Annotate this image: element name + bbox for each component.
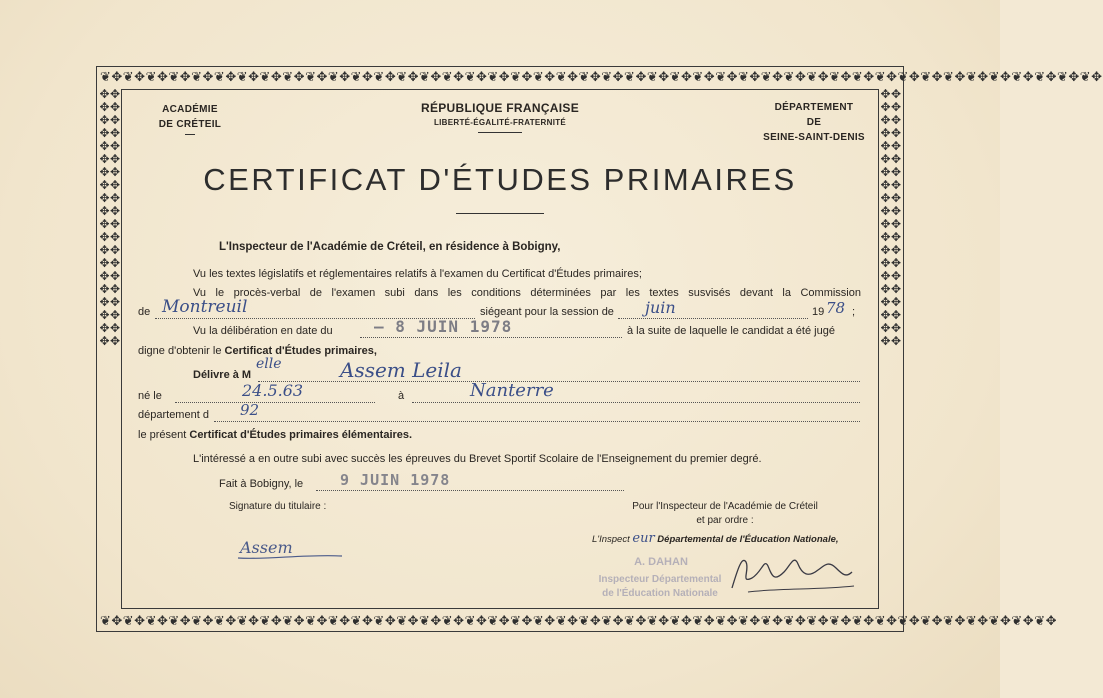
- year-suffix-handwritten: 78: [826, 299, 846, 317]
- inspecteur-title-line: [592, 531, 839, 546]
- ornament-band-right: ✥✥✥✥✥✥✥✥✥✥✥✥✥✥✥✥✥✥✥✥✥✥✥✥✥✥✥✥✥✥✥✥✥✥✥✥✥✥✥✥: [880, 87, 902, 348]
- stamp-line-2: Inspecteur Départemental: [598, 574, 722, 585]
- year-prefix: 19: [812, 306, 825, 318]
- recipient-name-handwritten: Assem Leila: [340, 358, 462, 382]
- vu-deliberation-end: à la suite de laquelle le candidat a été jugé: [627, 325, 835, 337]
- titulaire-label: Signature du titulaire :: [229, 501, 327, 512]
- departement-number-handwritten: 92: [240, 401, 260, 419]
- brevet-line: L'intéressé a en outre subi avec succès les épreuves du Brevet Sportif Scolaire de l'Enseignement du premier degré.: [193, 453, 762, 465]
- header-dash: [185, 134, 195, 135]
- birth-place-handwritten: Nanterre: [470, 380, 554, 401]
- a-label: à: [398, 390, 405, 402]
- deliberation-dotted-line: [360, 337, 622, 338]
- departement-label-line: département d: [138, 409, 209, 421]
- birthplace-dotted-line: [412, 402, 860, 403]
- header-academie: [140, 102, 240, 135]
- digne-start: digne d'obtenir le: [138, 345, 222, 357]
- republique-title: RÉPUBLIQUE FRANÇAISE: [420, 101, 579, 115]
- titulaire-signature-stroke: [236, 548, 346, 564]
- header-departement: [755, 100, 873, 145]
- par-ordre-line: et par ordre :: [696, 515, 754, 526]
- vu-textes-line: Vu les textes législatifs et réglementaires relatifs à l'examen du Certificat d'Études primaires;: [193, 268, 642, 280]
- departement-label: DÉPARTEMENT: [774, 102, 854, 113]
- inspector-line: L'Inspecteur de l'Académie de Créteil, en résidence à Bobigny,: [219, 241, 561, 253]
- ornament-band-top: ❦✥❦✥❦✥❦✥❦✥❦✥❦✥❦✥❦✥❦✥❦✥❦✥❦✥❦✥❦✥❦✥❦✥❦✥❦✥❦✥❦✥❦✥❦✥❦✥❦✥❦✥❦✥❦✥❦✥❦✥❦✥❦✥❦✥❦✥❦✥❦✥❦✥❦✥❦✥❦✥❦✥❦✥❦✥❦✥: [100, 69, 1103, 84]
- delivre-label: Délivre à M: [193, 369, 252, 381]
- de-prefix: de: [138, 306, 151, 318]
- fait-dotted-line: [316, 490, 624, 491]
- departement-de: DE: [806, 117, 822, 128]
- header-republique: [380, 101, 620, 133]
- title-underline: [456, 213, 544, 214]
- recipient-title-handwritten: elle: [256, 356, 282, 372]
- academie-label: ACADÉMIE: [162, 104, 218, 115]
- stamp-line-3: de l'Éducation Nationale: [602, 588, 718, 599]
- present-bold: Certificat d'Études primaires élémentaires.: [189, 429, 413, 441]
- academie-name: DE CRÉTEIL: [158, 119, 222, 130]
- departement-name: SEINE-SAINT-DENIS: [763, 132, 865, 143]
- inspect-suffix: Départemental de l'Éducation Nationale,: [657, 534, 839, 545]
- fait-date-stamp: 9 JUIN 1978: [340, 471, 451, 489]
- departement-dotted-line: [214, 421, 860, 422]
- stamp-name: A. DAHAN: [634, 556, 688, 568]
- semicolon: ;: [852, 306, 856, 318]
- vu-deliberation-start: Vu la délibération en date du: [193, 325, 333, 337]
- ornament-band-bottom: ❦✥❦✥❦✥❦✥❦✥❦✥❦✥❦✥❦✥❦✥❦✥❦✥❦✥❦✥❦✥❦✥❦✥❦✥❦✥❦✥❦✥❦✥❦✥❦✥❦✥❦✥❦✥❦✥❦✥❦✥❦✥❦✥❦✥❦✥❦✥❦✥❦✥❦✥❦✥❦✥❦✥❦✥: [100, 613, 1057, 628]
- birthdate-dotted-line: [175, 402, 375, 403]
- inspector-signature-icon: [728, 548, 858, 596]
- commission-place-handwritten: Montreuil: [162, 297, 248, 317]
- deliberation-date-stamp: – 8 JUIN 1978: [374, 317, 513, 336]
- fait-label: Fait à Bobigny, le: [219, 478, 304, 490]
- republique-motto: LIBERTÉ-ÉGALITÉ-FRATERNITÉ: [433, 118, 567, 127]
- ne-label: né le: [138, 390, 162, 402]
- session-label: siégeant pour la session de: [480, 306, 614, 318]
- inspect-prefix: L'Inspect: [592, 534, 630, 545]
- present-line: [138, 429, 412, 441]
- digne-bold: Certificat d'Études primaires,: [224, 345, 377, 357]
- ornament-band-left: ✥✥✥✥✥✥✥✥✥✥✥✥✥✥✥✥✥✥✥✥✥✥✥✥✥✥✥✥✥✥✥✥✥✥✥✥✥✥✥✥: [99, 87, 121, 348]
- present-start: le présent: [138, 429, 187, 441]
- birth-date-handwritten: 24.5.63: [242, 381, 304, 400]
- titulaire-signature: Assem: [240, 538, 293, 557]
- session-dotted-line: [618, 318, 808, 319]
- certificate-title: CERTIFICAT D'ÉTUDES PRIMAIRES: [203, 162, 797, 197]
- vu-proces-verbal-line: Vu le procès-verbal de l'examen subi dans les conditions déterminées par les textes susvisés devant la Commission: [193, 287, 861, 299]
- header-rule: [478, 132, 522, 133]
- session-month-handwritten: juin: [645, 298, 676, 317]
- pour-inspecteur-line: Pour l'Inspecteur de l'Académie de Créteil: [632, 501, 818, 512]
- inspect-handwritten: eur: [632, 531, 655, 546]
